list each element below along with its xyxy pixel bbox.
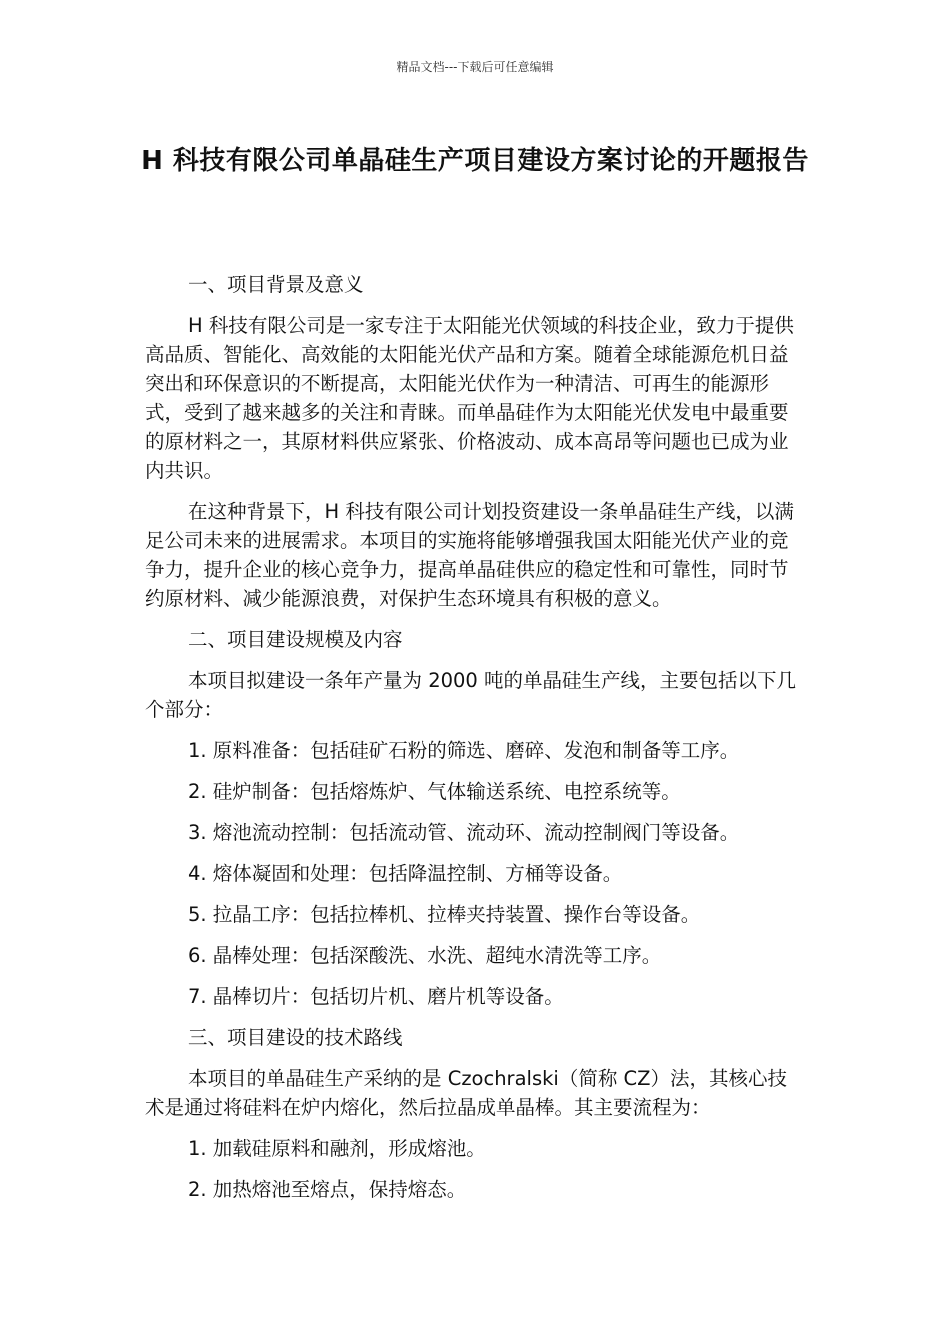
paragraph-background-1: H 科技有限公司是一家专注于太阳能光伏领域的科技企业，致力于提供高品质、智能化、高效能的太阳能光伏产品和方案。随着全球能源危机日益突出和环保意识的不断提高，太阳能光伏作为一种清洁、可再生的能源形式，受到了越来越多的关注和青睐。而单晶硅作为太阳能光伏发电中最重要的原材料之一，其原材料供应紧张、价格波动、成本高昂等问题也已成为业内共识。 <box>145 314 794 482</box>
document-title: H 科技有限公司单晶硅生产项目建设方案讨论的开题报告 <box>141 146 809 176</box>
list-item: 3. 熔池流动控制：包括流动管、流动环、流动控制阀门等设备。 <box>188 821 740 844</box>
list-item: 2. 加热熔池至熔点，保持熔态。 <box>188 1178 467 1201</box>
paragraph-tech-route-intro: 本项目的单晶硅生产采纳的是 Czochralski（简称 CZ）法，其核心技术是通过将硅料在炉内熔化，然后拉晶成单晶棒。其主要流程为： <box>145 1067 787 1119</box>
list-item: 4. 熔体凝固和处理：包括降温控制、方桶等设备。 <box>188 862 623 885</box>
document-body <box>145 270 805 1216</box>
list-item: 1. 加载硅原料和融剂，形成熔池。 <box>188 1137 486 1160</box>
section-heading-tech-route: 三、项目建设的技术路线 <box>188 1026 403 1049</box>
list-item: 2. 硅炉制备：包括熔炼炉、气体输送系统、电控系统等。 <box>188 780 681 803</box>
paragraph-scale-intro: 本项目拟建设一条年产量为 2000 吨的单晶硅生产线，主要包括以下几个部分： <box>145 669 797 721</box>
list-item: 5. 拉晶工序：包括拉棒机、拉棒夹持装置、操作台等设备。 <box>188 903 701 926</box>
paragraph-background-2: 在这种背景下，H 科技有限公司计划投资建设一条单晶硅生产线，以满足公司未来的进展需求。本项目的实施将能够增强我国太阳能光伏产业的竞争力，提升企业的核心竞争力，提高单晶硅供应的稳定性和可靠性，同时节约原材料、减少能源浪费，对保护生态环境具有积极的意义。 <box>145 500 794 610</box>
section-heading-scale: 二、项目建设规模及内容 <box>188 628 403 651</box>
list-item: 7. 晶棒切片：包括切片机、磨片机等设备。 <box>188 985 564 1008</box>
list-item: 1. 原料准备：包括硅矿石粉的筛选、磨碎、发泡和制备等工序。 <box>188 739 740 762</box>
header-note: 精品文档---下载后可任意编辑 <box>396 60 554 74</box>
section-heading-background: 一、项目背景及意义 <box>188 273 364 296</box>
list-item: 6. 晶棒处理：包括深酸洗、水洗、超纯水清洗等工序。 <box>188 944 662 967</box>
